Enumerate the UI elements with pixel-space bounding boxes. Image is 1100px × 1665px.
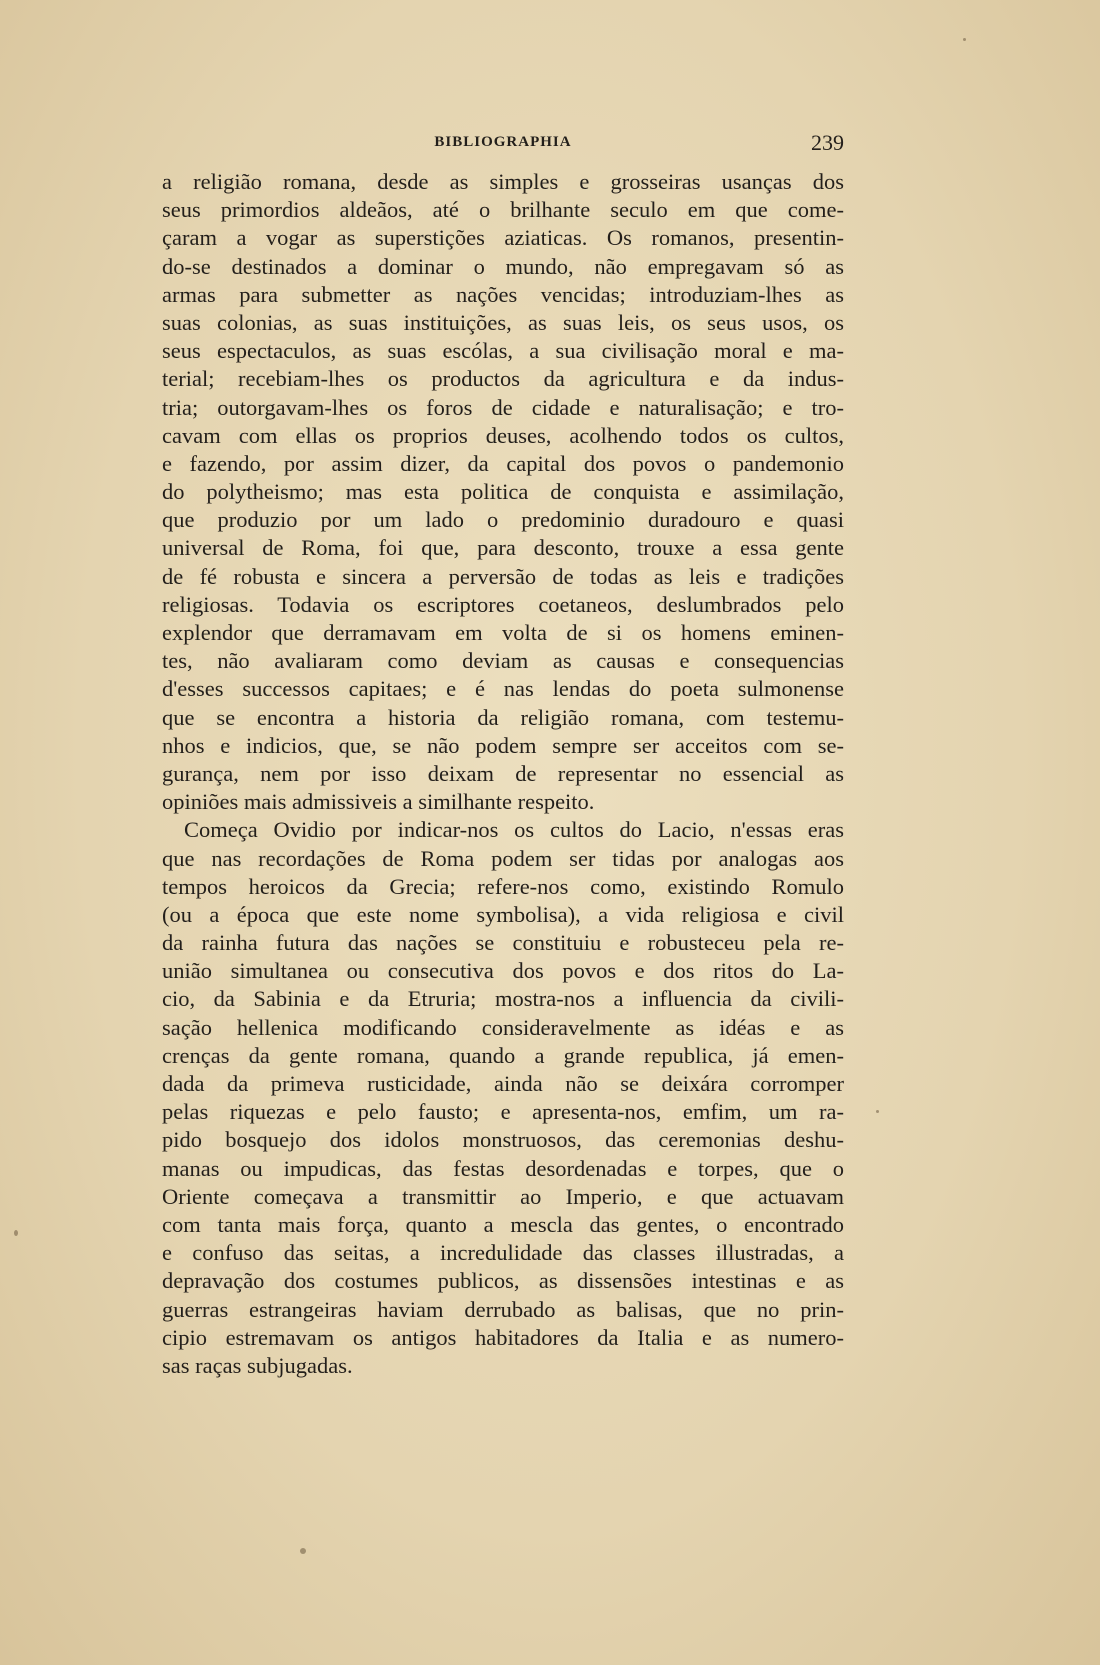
ink-speck (14, 1230, 18, 1236)
text-line: (ou a época que este nome symbolisa), a vida religiosa e civil (162, 901, 844, 927)
text-line: de fé robusta e sincera a perversão de todas as leis e tradições (162, 563, 844, 589)
text-line: sas raças subjugadas. (162, 1352, 353, 1378)
running-title: BIBLIOGRAPHIA (434, 134, 572, 150)
text-line: Começa Ovidio por indicar-nos os cultos do Lacio, n'essas eras (184, 817, 844, 843)
text-line: que nas recordações de Roma podem ser tidas por analogas aos (162, 845, 844, 871)
body-text (162, 168, 844, 1380)
text-line: da rainha futura das nações se constituiu e robusteceu pela re- (162, 930, 844, 956)
ink-speck (300, 1548, 306, 1554)
paragraph-2 (162, 816, 844, 1380)
text-line: que produzio por um lado o predominio duradouro e quasi (162, 507, 844, 533)
ink-speck (876, 1110, 879, 1113)
text-line: nhos e indicios, que, se não podem sempre ser acceitos com se- (162, 732, 844, 758)
text-line: terial; recebiam-lhes os productos da agricultura e da indus- (162, 366, 844, 392)
text-line: seus primordios aldeãos, até o brilhante seculo em que come- (162, 197, 844, 223)
text-line: do-se destinados a dominar o mundo, não empregavam só as (162, 253, 844, 279)
text-line: que se encontra a historia da religião romana, com testemu- (162, 704, 844, 730)
text-line: cipio estremavam os antigos habitadores da Italia e as numero- (162, 1324, 844, 1350)
text-line: suas colonias, as suas instituições, as suas leis, os seus usos, os (162, 309, 844, 335)
text-line: seus espectaculos, as suas escólas, a sua civilisação moral e ma- (162, 338, 844, 364)
text-line: tes, não avaliaram como deviam as causas e consequencias (162, 648, 844, 674)
text-line: e fazendo, por assim dizer, da capital dos povos o pandemonio (162, 450, 844, 476)
text-line: manas ou impudicas, das festas desordenadas e torpes, que o (162, 1155, 844, 1181)
text-line: união simultanea ou consecutiva dos povos e dos ritos do La- (162, 958, 844, 984)
text-line: religiosas. Todavia os escriptores coetaneos, deslumbrados pelo (162, 591, 844, 617)
text-line: a religião romana, desde as simples e grosseiras usanças dos (162, 169, 844, 194)
text-line: guerras estrangeiras haviam derrubado as balisas, que no prin- (162, 1296, 844, 1322)
text-line: tempos heroicos da Grecia; refere-nos como, existindo Romulo (162, 873, 844, 899)
text-line: explendor que derramavam em volta de si os homens eminen- (162, 620, 844, 645)
paragraph-1 (162, 168, 844, 816)
text-line: d'esses successos capitaes; e é nas lendas do poeta sulmonense (162, 676, 844, 702)
ink-speck (963, 38, 966, 41)
text-line: çaram a vogar as superstições aziaticas. Os romanos, presentin- (162, 225, 844, 251)
text-line: e confuso das seitas, a incredulidade das classes illustradas, a (162, 1240, 844, 1266)
text-line: universal de Roma, foi que, para desconto, trouxe a essa gente (162, 535, 844, 561)
page-number: 239 (811, 130, 844, 155)
text-line: cavam com ellas os proprios deuses, acolhendo todos os cultos, (162, 422, 844, 448)
text-line: pido bosquejo dos idolos monstruosos, das ceremonias deshu- (162, 1127, 844, 1153)
text-line: opiniões mais admissiveis a similhante respeito. (162, 789, 595, 815)
text-line: depravação dos costumes publicos, as dissensões intestinas e as (162, 1268, 844, 1294)
text-line: cio, da Sabinia e da Etruria; mostra-nos a influencia da civili- (162, 986, 844, 1012)
text-line: gurança, nem por isso deixam de representar no essencial as (162, 760, 844, 786)
running-head (162, 130, 844, 154)
text-line: tria; outorgavam-lhes os foros de cidade e naturalisação; e tro- (162, 394, 844, 420)
text-line: Oriente começava a transmittir ao Imperio, e que actuavam (162, 1183, 844, 1209)
text-line: sação hellenica modificando consideravelmente as idéas e as (162, 1014, 844, 1040)
text-line: com tanta mais força, quanto a mescla das gentes, o encontrado (162, 1211, 844, 1237)
text-line: armas para submetter as nações vencidas; introduziam-lhes as (162, 281, 844, 307)
text-line: do polytheismo; mas esta politica de conquista e assimilação, (162, 479, 844, 505)
text-line: crenças da gente romana, quando a grande republica, já emen- (162, 1042, 844, 1068)
text-line: pelas riquezas e pelo fausto; e apresenta-nos, emfim, um ra- (162, 1099, 844, 1125)
text-line: dada da primeva rusticidade, ainda não se deixára corromper (162, 1071, 844, 1096)
